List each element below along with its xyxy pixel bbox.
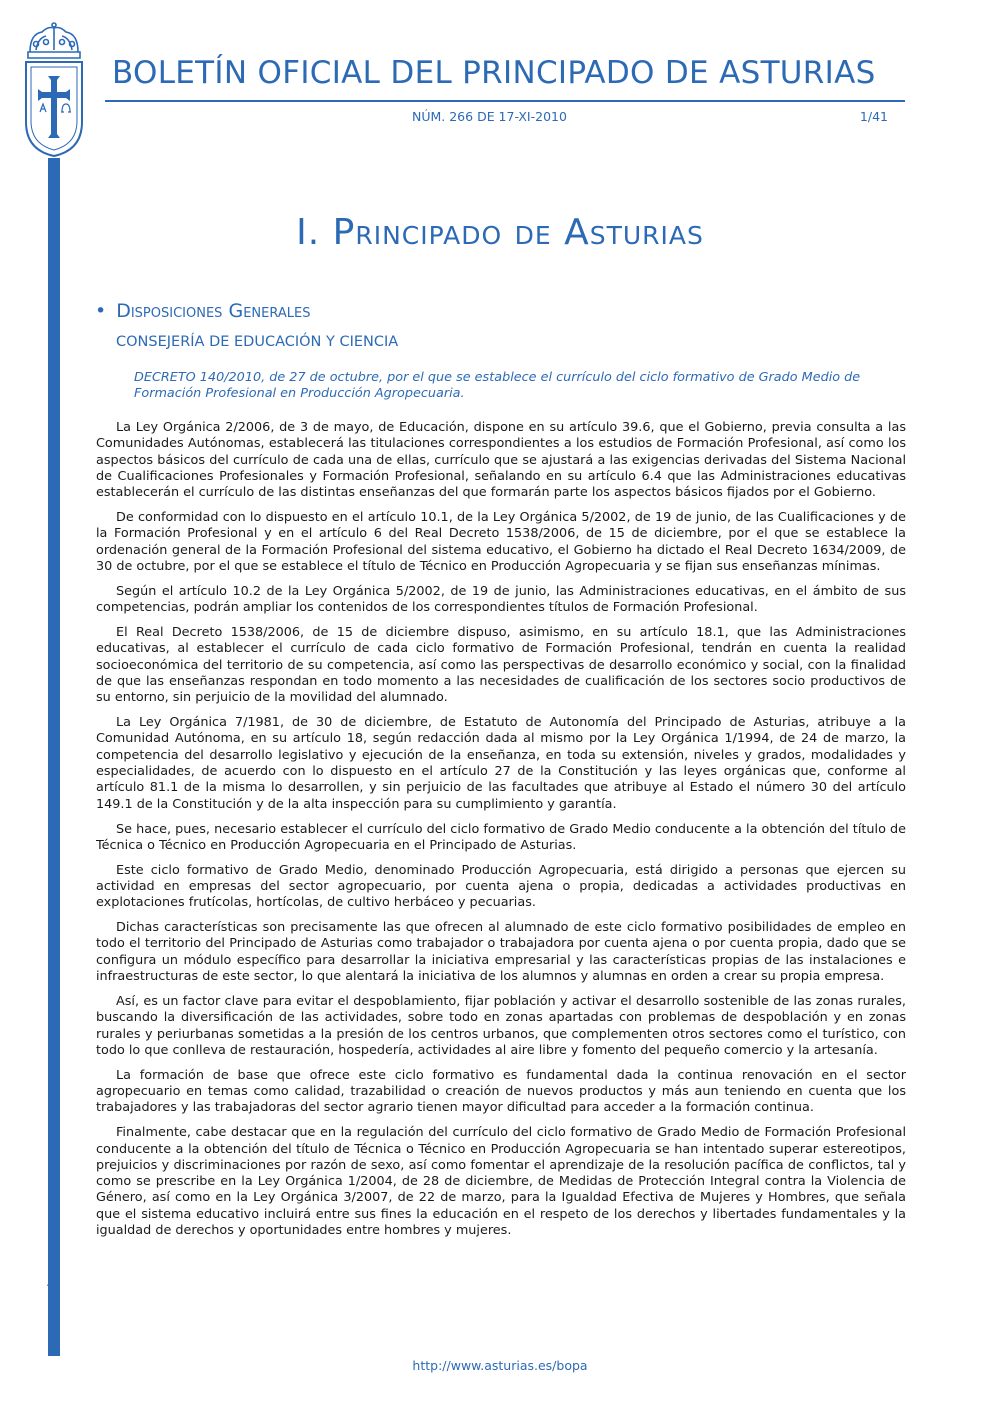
bullet-icon: • [95, 300, 107, 322]
masthead-title: BOLETÍN OFICIAL DEL PRINCIPADO DE ASTURIAS [112, 55, 876, 91]
coat-of-arms-logo [22, 22, 86, 158]
footer-url-link[interactable]: http://www.asturias.es/bopa [412, 1358, 588, 1373]
decree-title: DECRETO 140/2010, de 27 de octubre, por el que se establece el currículo del ciclo formativo de Grado Medio de Formación Profesional en Producción Agropecuaria. [134, 370, 861, 401]
section-title: I. Principado de Asturias [296, 212, 704, 253]
paragraph: De conformidad con lo dispuesto en el artículo 10.1, de la Ley Orgánica 5/2002, de 19 de junio, de las Cualificaciones y de la Formación Profesional y en el artículo 6 del Real Decreto 1538/2006, de 15 de diciembre, por el que se establece la ordenación general de la Formación Profesional del sistema educativo, el Gobierno ha dictado el Real Decreto 1634/2009, de 30 de octubre, por el que se establece el título de Técnico en Producción Agropecuaria y se fijan sus enseñanzas mínimas. [96, 510, 906, 574]
paragraph: La formación de base que ofrece este ciclo formativo es fundamental dada la continua renovación en el sector agropecuario en temas como calidad, trazabilidad o creación de nuevos productos y más aun teniendo en cuenta que los trabajadores y las trabajadoras del sector agrario tienen mayor dificultad para acceder a la formación continua. [96, 1067, 906, 1116]
paragraph: Se hace, pues, necesario establecer el currículo del ciclo formativo de Grado Medio conducente a la obtención del título de Técnica o Técnico en Producción Agropecuaria en el Principado de Asturias. [96, 821, 906, 853]
paragraph: Finalmente, cabe destacar que en la regulación del currículo del ciclo formativo de Grado Medio de Formación Profesional conducente a la obtención del título de Técnica o Técnico en Producción Agropecuaria se han intentado superar estereotipos, prejuicios y discriminaciones por razón de sexo, así como fomentar el aprendizaje de la resolución pacífica de conflictos, tal y como se prescribe en la Ley Orgánica 1/2004, de 28 de diciembre, de Medidas de Protección Integral contra la Violencia de Género, así como en la Ley Orgánica 3/2007, de 22 de marzo, para la Igualdad Efectiva de Mujeres y Hombres, que señala que el sistema educativo incluirá entre sus fines la educación en el respeto de los derechos y libertades fundamentales y la igualdad de derechos y oportunidades entre hombres y mujeres. [96, 1125, 906, 1238]
subsection-heading [95, 300, 310, 322]
paragraph: El Real Decreto 1538/2006, de 15 de diciembre dispuso, asimismo, en su artículo 18.1, que las Administraciones educativas, al establecer el currículo de cada ciclo formativo de Formación Profesional, tendrán en cuenta la realidad socioeconómica del territorio de su competencia, así como las perspectivas de desarrollo económico y social, con la finalidad de que las enseñanzas respondan en todo momento a las necesidades de cualificación de los sectores socio productivos de su entorno, sin perjuicio de la movilidad del alumnado. [96, 625, 906, 706]
issue-number: NÚM. 266 DE 17-XI-2010 [412, 109, 567, 124]
subsection-label: Disposiciones Generales [116, 300, 311, 322]
document-code: Cód. 2010-23884 [46, 1195, 60, 1300]
department-name: CONSEJERÍA DE EDUCACIÓN Y CIENCIA [116, 334, 399, 350]
paragraph: La Ley Orgánica 2/2006, de 3 de mayo, de Educación, dispone en su artículo 39.6, que el Gobierno, previa consulta a las Comunidades Autónomas, establecerá las titulaciones correspondientes a los estudios de Formación Profesional, así como los aspectos básicos del currículo de cada una de ellas, currículo que se ajustará a las exigencias derivadas del Sistema Nacional de Cualificaciones Profesionales y Formación Profesional, señalando en su artículo 6.4 que las Administraciones educativas establecerán el currículo de las distintas enseñanzas del que formarán parte los aspectos básicos fijados por el Gobierno. [96, 420, 906, 501]
sidebar-bar [48, 158, 60, 1356]
paragraph: Dichas características son precisamente las que ofrecen al alumnado de este ciclo formativo posibilidades de empleo en todo el territorio del Principado de Asturias como trabajador o trabajadora por cuenta ajena o por cuenta propia, dado que se configura un módulo específico para desarrollar la iniciativa empresarial y las características propias de las instalaciones e infraestructuras de este sector, lo que alentará la iniciativa de los alumnos y alumnas en orden a crear su propia empresa. [96, 920, 906, 985]
document-body [96, 420, 906, 1248]
page-number: 1/41 [859, 109, 888, 124]
paragraph: La Ley Orgánica 7/1981, de 30 de diciembre, de Estatuto de Autonomía del Principado de Asturias, atribuye a la Comunidad Autónoma, en su artículo 18, según redacción dada al mismo por la Ley Orgánica 1/1994, de 24 de marzo, la competencia del desarrollo legislativo y ejecución de la enseñanza, en toda su extensión, niveles y grados, modalidades y especialidades, de acuerdo con lo dispuesto en el artículo 27 de la Constitución y las leyes orgánicas que, conforme al artículo 81.1 de la misma lo desarrollen, y sin perjuicio de las facultades que atribuye al Estado el número 30 del artículo 149.1 de la Constitución y de la alta inspección para su cumplimiento y garantía. [96, 715, 906, 812]
masthead-rule [105, 100, 905, 102]
paragraph: Así, es un factor clave para evitar el despoblamiento, fijar población y activar el desarrollo sostenible de las zonas rurales, buscando la diversificación de las actividades, sobre todo en zonas apartadas con problemas de despoblación y en zonas rurales y periurbanas sometidas a la presión de los centros urbanos, que complementen otros sectores como el turístico, con todo lo que conlleva de restauración, hospedería, actividades al aire libre y fomento del pequeño comercio y la artesanía. [96, 993, 906, 1058]
paragraph: Este ciclo formativo de Grado Medio, denominado Producción Agropecuaria, está dirigido a personas que ejercen su actividad en empresas del sector agropecuario, por cuenta ajena o propia, dedicadas a actividades productivas en explotaciones frutícolas, hortícolas, de cultivo herbáceo y pecuarias. [96, 862, 906, 911]
paragraph: Según el artículo 10.2 de la Ley Orgánica 5/2002, de 19 de junio, las Administraciones educativas, en el ámbito de sus competencias, podrán ampliar los contenidos de los correspondientes títulos de Formación Profesional. [96, 583, 906, 616]
